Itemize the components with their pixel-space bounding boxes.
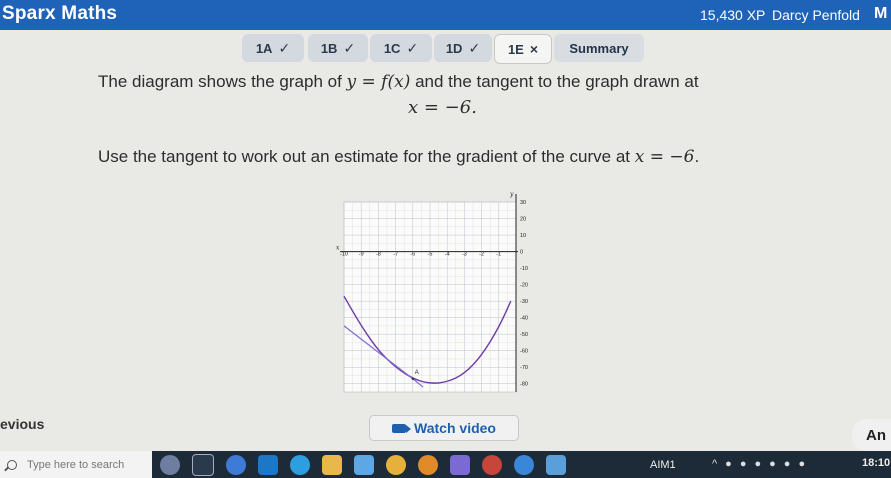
taskbar-clock[interactable]: 18:10 [862, 457, 891, 469]
tab-1a[interactable] [242, 34, 304, 62]
x-tick-label: -10 [340, 251, 348, 258]
app-icon[interactable] [258, 455, 278, 475]
user-name[interactable]: Darcy Penfold [772, 7, 860, 23]
question-line-3: Use the tangent to work out an estimate for the gradient of the curve at x = −6. [98, 147, 700, 167]
y-tick-label: -70 [520, 365, 528, 372]
tab-label: 1E [507, 41, 524, 57]
point-a-label: A [414, 369, 419, 376]
x-tick-label: -2 [479, 251, 485, 258]
graph-figure [336, 188, 548, 410]
question-line-1: The diagram shows the graph of y = f(x) and the tangent to the graph drawn at [98, 72, 699, 92]
x-tick-label: -3 [461, 251, 467, 258]
y-tick-label: -30 [520, 299, 528, 306]
cross-icon: × [529, 41, 539, 57]
search-placeholder: Type here to search [27, 458, 125, 471]
tray-icon[interactable]: ● [754, 458, 762, 470]
y-tick-label: -20 [520, 282, 528, 289]
y-tick-label: 10 [520, 233, 527, 240]
xp-counter: 15,430 XP [700, 7, 766, 23]
folder-icon[interactable] [322, 455, 342, 475]
tray-icon[interactable]: ● [798, 458, 806, 470]
search-icon [7, 460, 17, 470]
app-icon[interactable] [482, 455, 502, 475]
tab-1b[interactable] [308, 34, 368, 62]
x-tick-label: -9 [358, 251, 364, 258]
app-icon[interactable] [226, 455, 246, 475]
x-tick-label: -7 [393, 251, 399, 258]
tab-1e[interactable] [494, 34, 552, 64]
x-axis-label: x [336, 244, 340, 252]
watch-video-button[interactable] [369, 415, 519, 441]
app-icon[interactable] [418, 455, 438, 475]
check-icon: ✓ [278, 39, 291, 56]
x-tick-label: -6 [410, 251, 416, 258]
app-icon[interactable] [450, 455, 470, 475]
y-tick-label: -80 [520, 381, 528, 388]
y-tick-label: -10 [520, 266, 528, 273]
tab-label: 1B [320, 40, 338, 56]
windows-taskbar [0, 451, 891, 478]
tray-icon[interactable]: ● [783, 458, 791, 470]
check-icon: ✓ [406, 39, 419, 56]
task-tabs [242, 34, 652, 64]
previous-button[interactable]: evious [0, 416, 45, 432]
tab-summary[interactable] [554, 34, 644, 62]
app-brand[interactable]: Sparx Maths [2, 3, 118, 24]
app-icon[interactable] [354, 455, 374, 475]
app-icon[interactable] [546, 455, 566, 475]
y-tick-label: 20 [520, 216, 527, 223]
answer-button[interactable]: An [852, 419, 891, 451]
app-icon[interactable] [160, 455, 180, 475]
tray-icon[interactable]: ● [725, 458, 732, 470]
user-menu-button[interactable]: M [874, 5, 888, 22]
tab-label: 1D [445, 40, 463, 56]
tab-label: 1A [255, 40, 273, 56]
check-icon: ✓ [343, 39, 356, 56]
tab-label: Summary [569, 40, 629, 56]
edge-icon[interactable] [290, 455, 310, 475]
tray-icon[interactable]: ● [769, 458, 776, 470]
point-a [412, 378, 414, 380]
aim-label[interactable]: AIM1 [650, 459, 676, 471]
y-tick-label: 0 [520, 249, 524, 256]
x-tick-label: -1 [496, 251, 502, 258]
chevron-up-icon[interactable]: ^ [712, 458, 718, 470]
tray-icon[interactable]: ● [739, 458, 747, 470]
y-tick-label: -40 [520, 315, 528, 322]
y-tick-label: 30 [520, 200, 527, 206]
app-header [0, 0, 891, 30]
taskbar-search[interactable] [0, 451, 152, 478]
x-tick-label: -5 [427, 251, 433, 258]
task-view-icon[interactable] [192, 454, 214, 476]
app-icon[interactable] [514, 455, 534, 475]
watch-video-label: Watch video [414, 420, 496, 436]
question-line-2: x = −6. [408, 97, 477, 118]
tab-1d[interactable] [434, 34, 492, 62]
y-tick-label: -50 [520, 332, 528, 339]
taskbar-apps [160, 454, 566, 476]
check-icon: ✓ [468, 39, 481, 56]
tab-label: 1C [383, 40, 401, 56]
system-tray[interactable] [712, 458, 805, 470]
video-camera-icon [392, 424, 406, 433]
chrome-icon[interactable] [386, 455, 406, 475]
y-tick-label: -60 [520, 348, 528, 355]
y-axis-label: y [510, 191, 514, 198]
x-tick-label: -8 [375, 251, 381, 258]
x-tick-label: -4 [444, 251, 450, 258]
tab-1c[interactable] [370, 34, 432, 62]
